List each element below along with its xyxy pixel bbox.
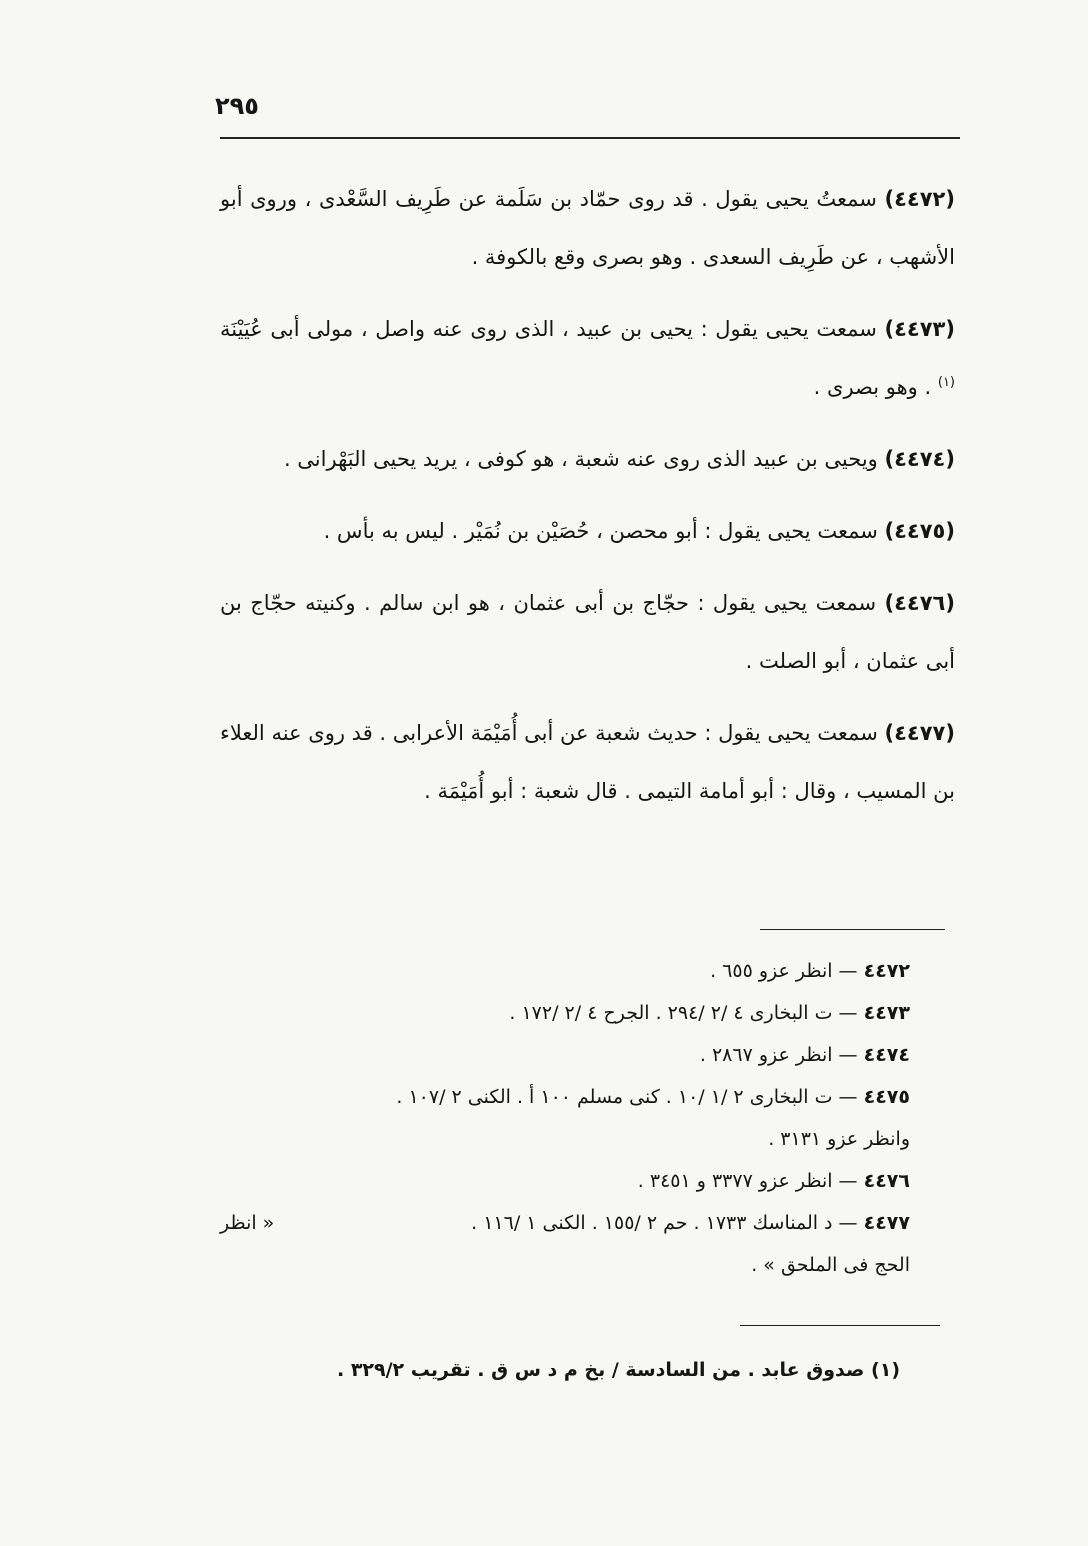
footnote-divider (740, 1325, 940, 1326)
footnote: (١) صدوق عابد . من السادسة / بخ م د س ق . تقريب ٣٢٩/٢ . (336, 1359, 900, 1381)
entry-number: (٤٤٧٧) (884, 721, 955, 745)
entry-4477 (220, 704, 955, 820)
entry-text: ويحيى بن عبيد الذى روى عنه شعبة ، هو كوفى ، يريد يحيى البَهْرانى . (283, 447, 878, 471)
entry-text: سمعت يحيى يقول : حجّاج بن أبى عثمان ، هو ابن سالم . وكنيته حجّاج بن أبى عثمان ، أبو الصلت . (220, 591, 955, 673)
note-4472 (220, 950, 910, 992)
notes-divider (760, 929, 945, 930)
entry-4472 (220, 170, 955, 286)
note-4473 (220, 992, 910, 1034)
entry-text: سمعت يحيى يقول : حديث شعبة عن أبى أُمَيْمَة الأعرابى . قد روى عنه العلاء بن المسيب ، وقال : أبو أمامة التيمى . قال شعبة : أبو أُمَيْمَة . (220, 721, 955, 803)
entry-4475 (220, 502, 955, 560)
note-4476 (220, 1160, 910, 1202)
note-number: ٤٤٧٣ (863, 1002, 910, 1024)
entry-text: سمعتُ يحيى يقول . قد روى حمّاد بن سَلَمة عن طَرِيف السَّعْدى ، وروى أبو الأشهب ، عن طَرِيف السعدى . وهو بصرى وقع بالكوفة . (220, 187, 955, 269)
note-text: — انظر عزو ٣٣٧٧ و ٣٤٥١ . (637, 1170, 858, 1192)
entry-number: (٤٤٧٦) (884, 591, 955, 615)
entry-text-after: . وهو بصرى . (813, 375, 938, 399)
note-4475 (220, 1076, 910, 1118)
note-text: — د المناسك ١٧٣٣ . حم ٢ /١٥٥ . الكنى ١ /١١٦ . (471, 1212, 858, 1234)
footnote-marker: (١) (937, 375, 955, 390)
entry-number: (٤٤٧٥) (884, 519, 955, 543)
note-text: — انظر عزو ٦٥٥ . (710, 960, 858, 982)
note-number: ٤٤٧٧ (863, 1212, 910, 1234)
main-text (220, 170, 955, 834)
entry-text: سمعت يحيى يقول : يحيى بن عبيد ، الذى روى عنه واصل ، مولى أبى عُيَيْنَة (220, 317, 877, 341)
note-number: ٤٤٧٥ (863, 1086, 910, 1108)
entry-4474 (220, 430, 955, 488)
source-notes (220, 950, 910, 1286)
entry-number: (٤٤٧٣) (884, 317, 955, 341)
note-text: — ت البخارى ٤ /٢ /٢٩٤ . الجرح ٤ /٢ /١٧٢ . (509, 1002, 858, 1024)
entry-number: (٤٤٧٤) (884, 447, 955, 471)
note-4475-continuation: وانظر عزو ٣١٣١ . (768, 1128, 910, 1150)
note-number: ٤٤٧٦ (863, 1170, 910, 1192)
note-text: — انظر عزو ٢٨٦٧ . (699, 1044, 858, 1066)
note-number: ٤٤٧٤ (863, 1044, 910, 1066)
page-number: ٢٩٥ (215, 92, 259, 120)
note-tail: « انظر (220, 1212, 275, 1234)
header-rule (220, 137, 960, 139)
note-text: — ت البخارى ٢ /١ /١٠ . كنى مسلم ١٠٠ أ . الكنى ٢ /١٠٧ . (396, 1086, 858, 1108)
entry-text: سمعت يحيى يقول : أبو محصن ، حُصَيْن بن نُمَيْر . ليس به بأس . (323, 519, 878, 543)
entry-4476 (220, 574, 955, 690)
note-number: ٤٤٧٢ (863, 960, 910, 982)
entry-4473 (220, 300, 955, 416)
note-4477 (220, 1202, 910, 1244)
entry-number: (٤٤٧٢) (884, 187, 955, 211)
note-4477-continuation: الحج فى الملحق » . (751, 1254, 910, 1276)
note-4474 (220, 1034, 910, 1076)
